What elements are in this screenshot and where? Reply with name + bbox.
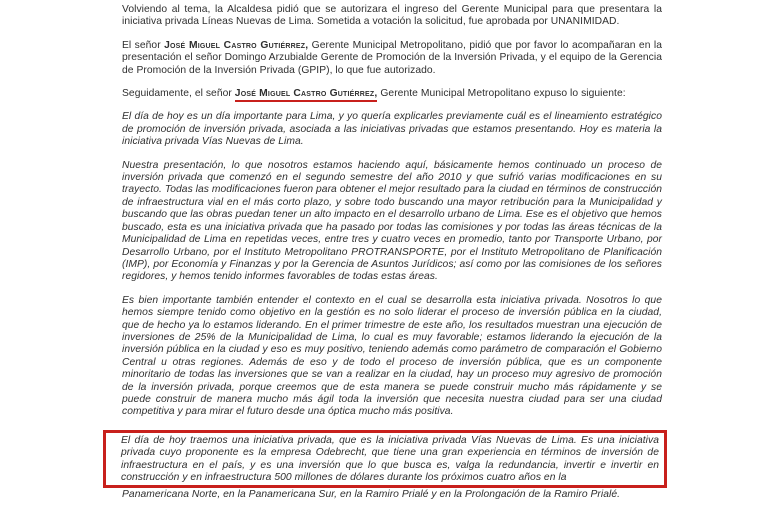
text-run: Volviendo al tema, la Alcaldesa pidió que se autorizara el ingreso del Gerente Municipal para que presentara la iniciativa privada Líneas Nuevas de Lima. Sometida a votación la solicitud, fue aprobada por UNANIMIDAD.	[122, 4, 662, 28]
document-text-column	[122, 4, 662, 502]
text-run: Gerente Municipal Metropolitano expuso lo siguiente:	[377, 88, 626, 100]
text-run: El día de hoy es un día importante para Lima, y yo quería explicarles previamente cuál es el lineamiento estratégico de promoción de inversión privada, asociada a las iniciativas privadas que estamos presentando. Hoy es materia la iniciativa privada Vías Nuevas de Lima.	[122, 111, 662, 148]
text-run: Gerente Municipal Metropolitano, pidió que por favor lo acompañaran en la presentación el señor Domingo Arzubialde Gerente de Promoción de la Inversión Privada, y el equipo de la Gerencia de Promoción de la Inversión Privada (GPIP), lo que fue autorizado.	[122, 39, 662, 76]
text-run: Seguidamente, el señor	[122, 88, 235, 100]
paragraph	[122, 40, 662, 77]
red-annotation-box	[103, 430, 667, 489]
paragraph	[122, 295, 662, 419]
speaker-name: José Miguel Castro Gutiérrez,	[164, 39, 309, 51]
text-run: Es bien importante también entender el contexto en el cual se desarrolla esta iniciativa privada. Nosotros lo que hemos siempre tenido como objetivo en la gestión es no solo liderar el proceso de inversión pública en la ciudad, que de hecho ya lo estamos liderando. En el primer trimestre de este año, los resultados muestran una ejecución de inversiones de 25% de la Municipalidad de Lima, lo cual es muy favorable; estamos liderando la ejecución de la inversión pública en la ciudad y eso es muy positivo, teniendo además como parámetro de comparación el Gobierno Central u otras regiones. Además de eso y de todo el proceso de inversión pública, que es un componente minoritario de todas las inversiones que se van a realizar en la ciudad, hay un proceso muy agresivo de promoción de la inversión privada, porque creemos que de esta manera se puede construir mucho más rápidamente y se puede construir de manera mucho más ágil toda la inversión que necesita nuestra ciudad para ser una ciudad competitiva y para mirar el futuro desde una óptica mucho más positiva.	[122, 294, 662, 418]
text-run: El día de hoy traemos una iniciativa privada, que es la iniciativa privada Vías Nuevas de Lima. Es una iniciativa privada cuyo proponente es la empresa Odebrecht, que tiene una gran experiencia en términos de inversión de infraestructura en el país, y es una inversión que lo que busca es, valga la redundancia, invertir e invertir en construcción y en infraestructura 500 millones de dólares durante los próximos cuatro años en la	[121, 434, 659, 483]
cutoff-paragraph	[122, 489, 662, 501]
text-run: Nuestra presentación, lo que nosotros estamos haciendo aquí, básicamente hemos continuado un proceso de inversión privada que comenzó en el segundo semestre del año 2010 y que sufrió varias modificaciones en su trayecto. Todas las modificaciones fueron para obtener el mejor resultado para la ciudad en términos de construcción de infraestructura vial en el más corto plazo, y sobre todo buscando una mayor retribución para la Municipalidad y buscando que las obras puedan tener un alto impacto en el desarrollo urbano de Lima. Ese es el objetivo que hemos buscado, esta es una iniciativa privada que ha pasado por todas las comisiones y por todas las áreas técnicas de la Municipalidad de Lima en repetidas veces, entre tres y cuatro veces en promedio, tanto por Transporte Urbano, por Desarrollo Urbano, por el Instituto Metropolitano PROTRANSPORTE, por el Instituto Metropolitano de Planificación (IMP), por Economía y Finanzas y por la Gerencia de Asuntos Jurídicos; así como por las comisiones de los señores regidores, y hemos tenido informes favorables de todas estas áreas.	[122, 159, 663, 283]
highlighted-paragraph	[121, 435, 659, 485]
text-run: Panamericana Norte, en la Panamericana Sur, en la Ramiro Prialé y en la Prolongación de la Ramiro Prialé.	[122, 489, 621, 501]
text-run: El señor	[122, 39, 165, 51]
paragraph	[122, 111, 662, 148]
paragraph	[122, 160, 662, 284]
paragraph	[122, 4, 662, 29]
paragraph	[122, 88, 662, 100]
red-underlined-name: José Miguel Castro Gutiérrez,	[235, 88, 378, 102]
